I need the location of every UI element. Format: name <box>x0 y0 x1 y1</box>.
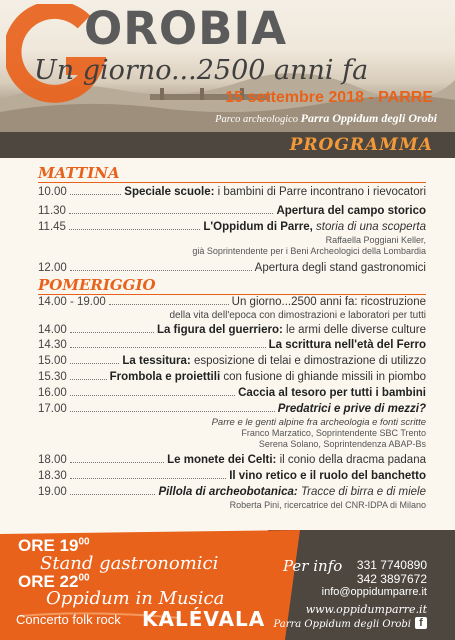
speaker-note: già Soprintendente per i Beni Archeologici della Lombardia <box>192 246 426 256</box>
list-item: 15.30 Frombola e proiettili con fusione di ghiande missili in piombo <box>38 371 426 383</box>
list-item: 12.00 Apertura degli stand gastronomici <box>38 262 426 274</box>
speaker-note: Raffaella Poggiani Keller, <box>325 235 426 245</box>
list-item: 14.00 - 19.00 Un giorno...2500 anni fa: ricostruzione <box>38 296 426 308</box>
program-label: PROGRAMMA <box>289 135 433 155</box>
phone-1: 331 7740890 <box>356 558 427 572</box>
list-item: 11.30 Apertura del campo storico <box>38 205 426 217</box>
list-item: 18.30 Il vino retico e il ruolo del banchetto <box>38 470 426 482</box>
event-subtitle: Un giorno...2500 anni fa <box>34 55 369 86</box>
event1-time: ORE $19^{00}$ <box>18 536 90 555</box>
list-item: 10.00 Speciale scuole: i bambini di Parre incontrano i rievocatori <box>38 186 426 198</box>
event-title: OROBIA <box>84 2 288 55</box>
email-link[interactable]: info@oppidumparre.it <box>321 586 427 598</box>
section-mattina: MATTINA <box>38 164 120 182</box>
info-label: Per info <box>283 557 343 575</box>
list-item: 14.00 La figura del guerriero: le armi delle diverse culture <box>38 324 426 336</box>
event2-title: Oppidum in Musica <box>46 588 225 609</box>
event2-subtitle: Concerto folk rock <box>16 612 121 627</box>
event1-title: Stand gastronomici <box>40 553 219 574</box>
speaker-note: Serena Solano, Soprintendenza ABAP-Bs <box>258 439 426 449</box>
facebook-icon[interactable]: f <box>415 617 427 629</box>
list-item: 14.30 La scrittura nell'età del Ferro <box>38 339 426 351</box>
item-note: Parre e le genti alpine fra archeologia e fonti scritte <box>211 417 426 428</box>
item-note: della vita dell'epoca con dimostrazioni e laboratori per tutti <box>169 310 426 321</box>
section-pomeriggio: POMERIGGIO <box>38 276 156 294</box>
speaker-note: Franco Marzatico, Soprintendente SBC Trento <box>241 428 426 438</box>
band-name: KALÉVALA <box>142 607 266 631</box>
website-link[interactable]: www.oppidumparre.it <box>305 603 427 616</box>
list-item: 19.00 Pillola di archeobotanica: Tracce di birra e di miele <box>38 486 426 498</box>
list-item: 11.45 L'Oppidum di Parre, storia di una scoperta <box>38 221 426 233</box>
header <box>0 0 455 132</box>
list-item: 18.00 Le monete dei Celti: il conio della dracma padana <box>38 454 426 466</box>
event2-time: ORE $22^{00}$ <box>18 572 90 591</box>
list-item: 17.00 Predatrici e prive di mezzi? <box>38 403 426 415</box>
social-name[interactable]: Parra Oppidum degli Orobi <box>273 619 411 630</box>
place-name: Parra Oppidum degli Orobi <box>300 111 437 125</box>
list-item: 15.00 La tessitura: esposizione di telai e dimostrazione di utilizzo <box>38 355 426 367</box>
program-list <box>0 160 455 530</box>
list-item: 16.00 Caccia al tesoro per tutti i bambini <box>38 387 426 399</box>
phone-2: 342 3897672 <box>356 572 427 586</box>
program-band <box>0 132 455 158</box>
event-date: 15 settembre 2018 - PARRE <box>225 89 433 106</box>
event-place <box>215 111 437 126</box>
place-prefix: Parco archeologico <box>215 114 299 125</box>
speaker-note: Roberta Pini, ricercatrice del CNR-IDPA di Milano <box>229 500 426 510</box>
section-divider <box>38 182 426 183</box>
